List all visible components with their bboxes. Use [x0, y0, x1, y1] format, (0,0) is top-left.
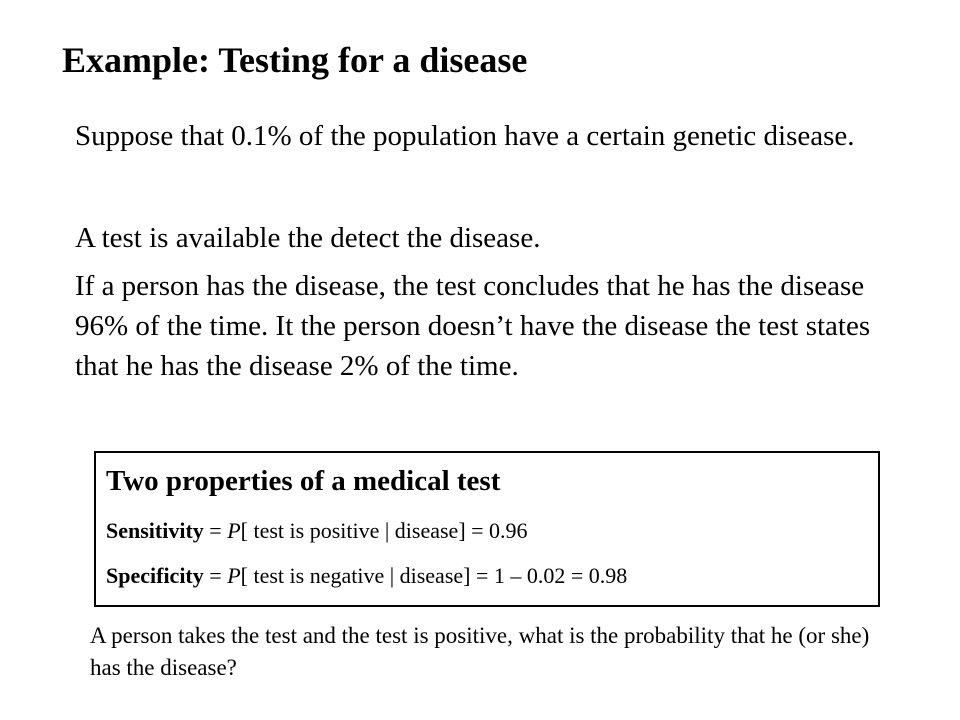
specificity-expression: [ test is negative | disease] = 1 – 0.02 = 0.98 [240, 563, 628, 588]
sensitivity-line [106, 516, 528, 546]
specificity-prob-symbol: P [227, 563, 241, 588]
paragraph-prevalence: Suppose that 0.1% of the population have a certain genetic disease. [75, 120, 855, 152]
specificity-equals: = [203, 563, 228, 588]
sensitivity-prob-symbol: P [227, 518, 241, 543]
properties-box [94, 451, 880, 607]
sensitivity-expression: [ test is positive | disease] = 0.96 [240, 518, 528, 543]
specificity-term: Specificity [106, 563, 204, 588]
specificity-line [106, 561, 627, 591]
paragraph-test-accuracy: If a person has the disease, the test concludes that he has the disease 96% of the time. It the person doesn’t have the disease the test states that he has the disease 2% of the time. [75, 270, 871, 382]
sensitivity-term: Sensitivity [106, 518, 204, 543]
paragraph-test-available: A test is available the detect the disease. [75, 222, 541, 254]
sensitivity-equals: = [203, 518, 228, 543]
properties-heading: Two properties of a medical test [106, 465, 501, 497]
slide-title: Example: Testing for a disease [62, 40, 528, 80]
question-text: A person takes the test and the test is positive, what is the probability that he (or she) has the disease? [90, 623, 870, 680]
